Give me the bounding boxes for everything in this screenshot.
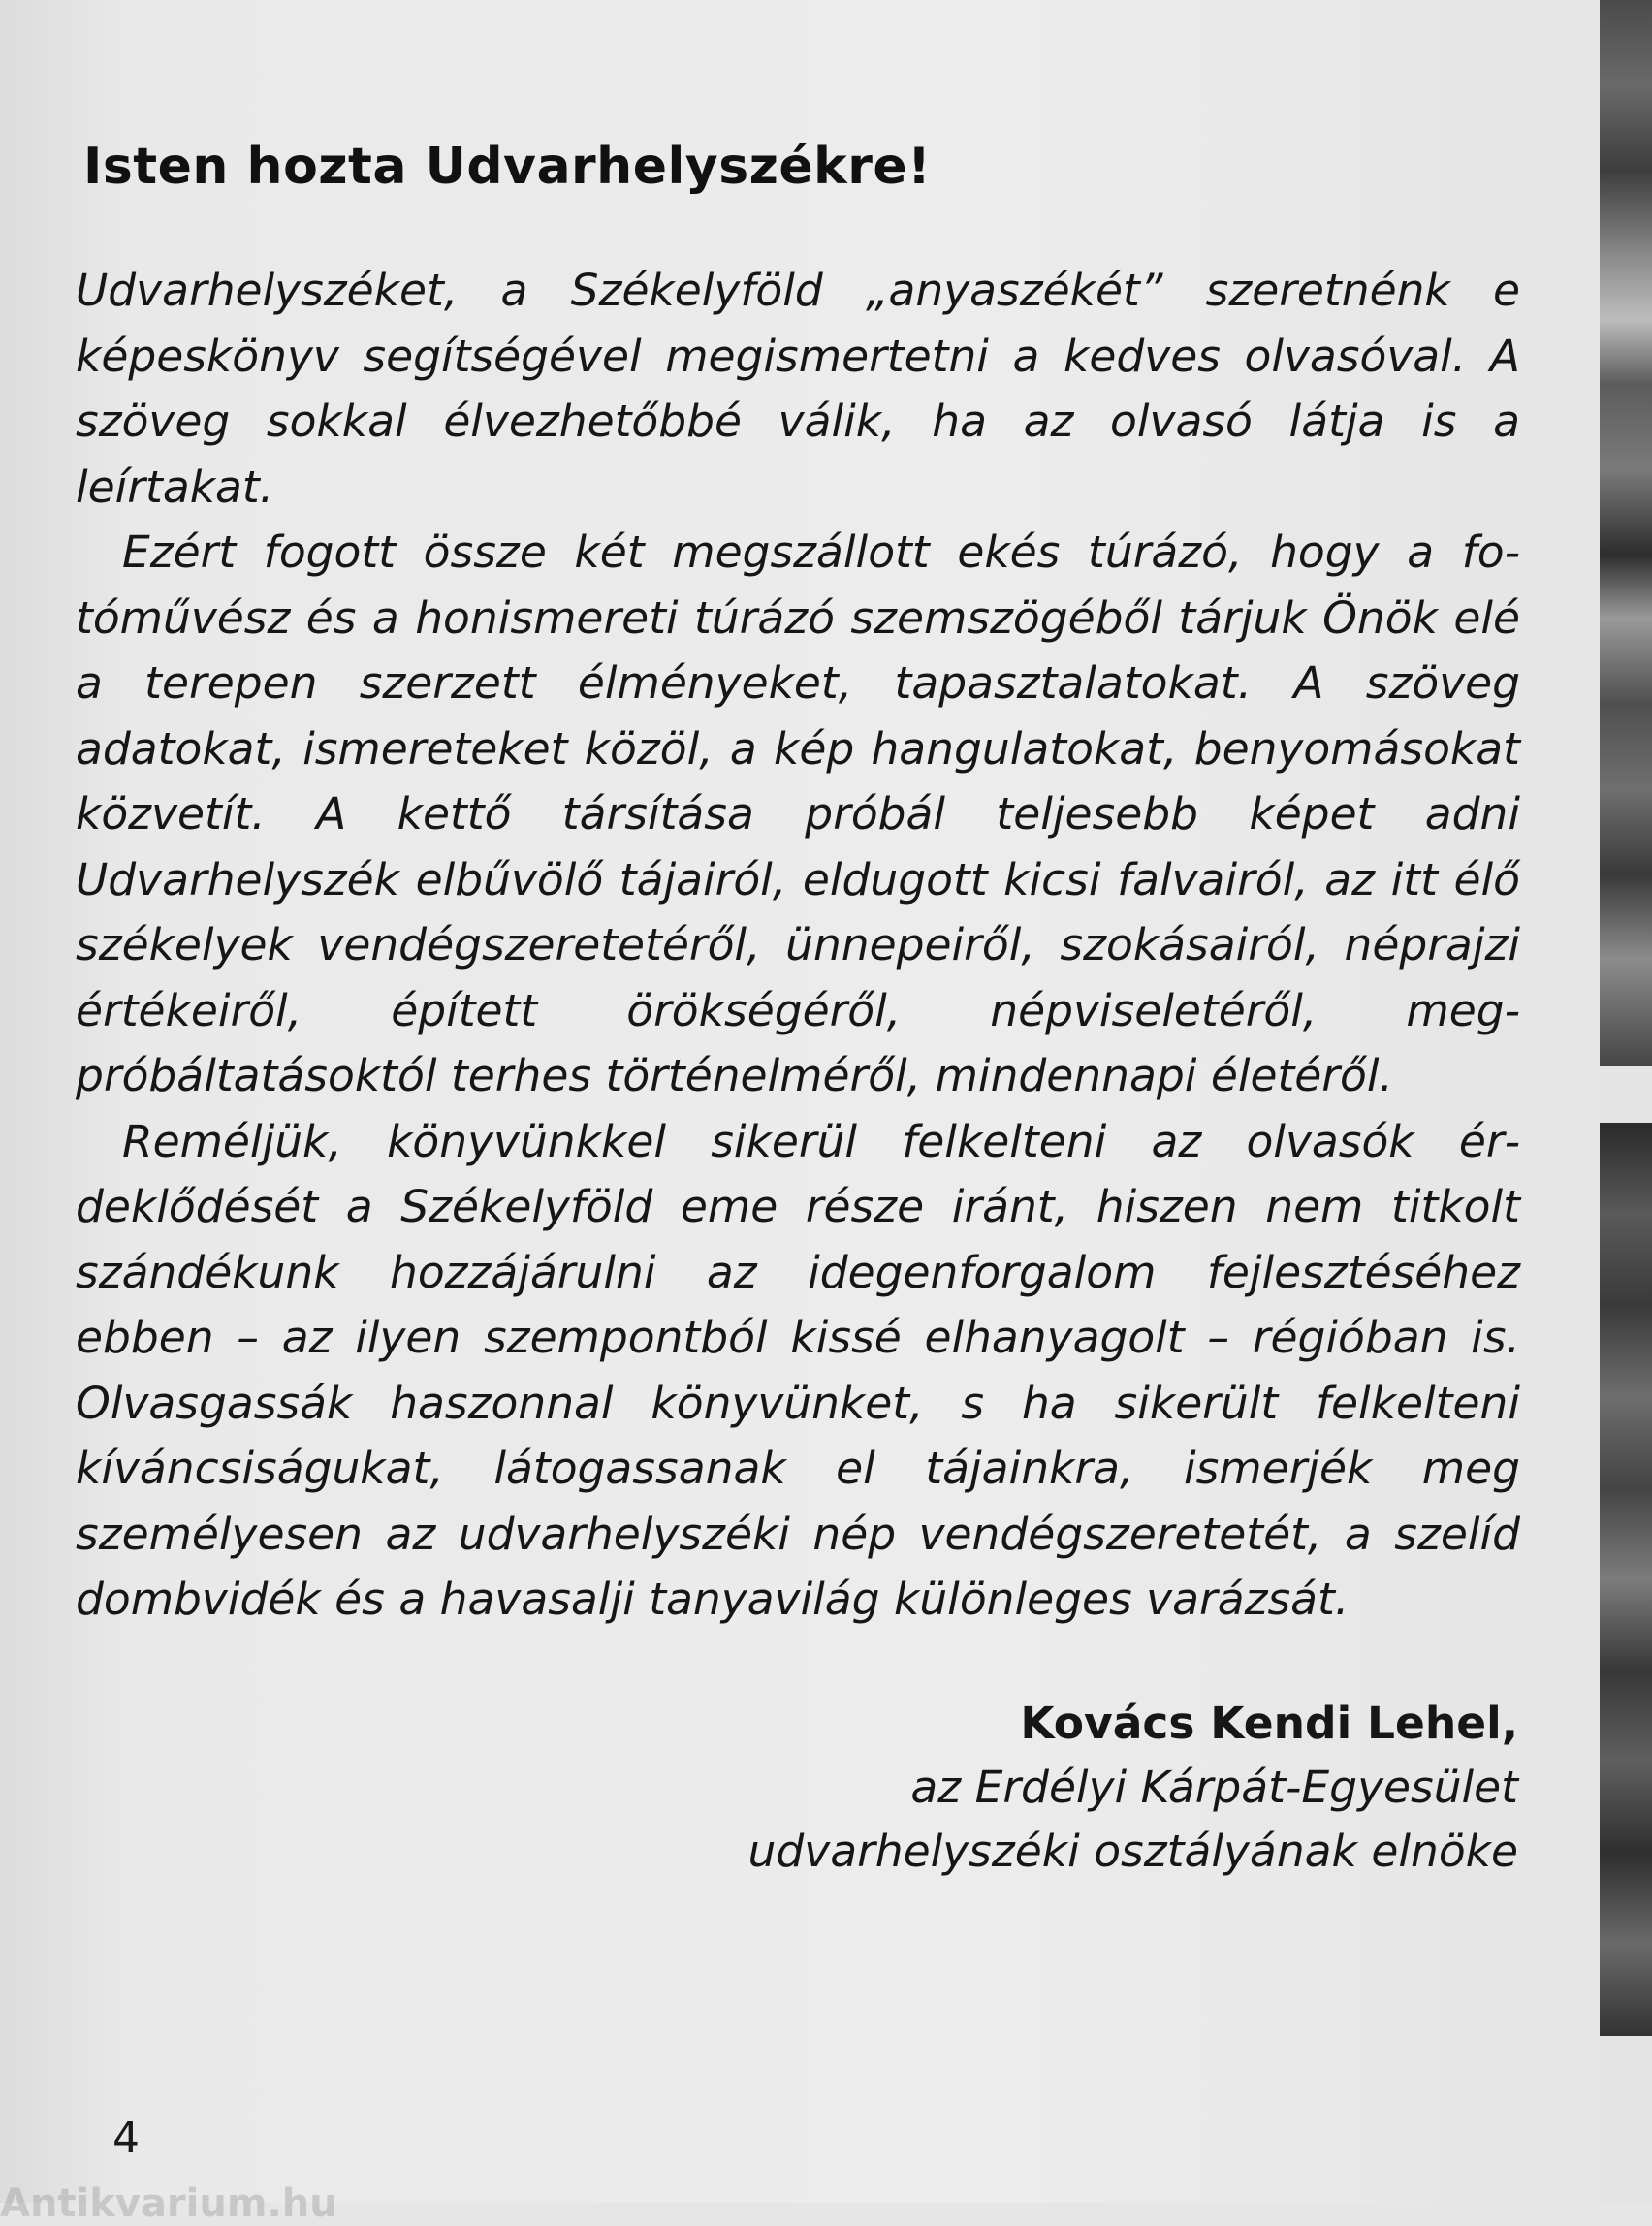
adjacent-photo-top xyxy=(1600,0,1652,1066)
author-role-line-2: udvarhelyszéki osztályának elnöke xyxy=(747,1826,1518,1877)
paragraph-2: Ezért fogott össze két megszállott ekés túrázó, hogy a fotóművész és a honismereti túrázó szemszögéből tárjuk Önök elé a terepen szerzett élményeket, tapasztalatokat. A szöveg adatokat, ismereteket közöl, a kép hangulatokat, benyomásokat közvetít. A kettő társítása próbál teljesebb képet adni Udvarhelyszék elbűvölő tájairól, eldugott kicsi falvairól, az itt élő székelyek vendégszeretetéről, ünnepeiről, szokásairól, néprajzi értékeiről, épített örökségéről, népviseletéről, megpróbáltatásoktól terhes történelméről, mindennapi életéről. xyxy=(76,526,1520,1101)
author-name: Kovács Kendi Lehel, xyxy=(1020,1698,1518,1749)
adjacent-photo-bottom xyxy=(1600,1123,1652,2036)
signature-block xyxy=(748,1692,1518,1884)
watermark: Antikvarium.hu xyxy=(0,2181,337,2226)
author-role-line-1: az Erdélyi Kárpát-Egyesület xyxy=(910,1762,1518,1813)
paragraph-3: Reméljük, könyvünkkel sikerül felkelteni az olvasók érdeklődését a Székelyföld eme része iránt, hiszen nem titkolt szándékunk hozzájárulni az idegenforgalom fejlesztéséhez ebben – az ilyen szempontból kissé elhanyagolt – régióban is. Olvasgassák haszonnal könyvünket, s ha sikerült felkelteni kíváncsiságukat, látogassanak el tájainkra, ismerjék meg személyesen az udvarhelyszéki nép vendégszeretetét, a szelíd dombvidék és a havasalji tanyavilág különleges varázsát. xyxy=(76,1115,1520,1625)
page-number: 4 xyxy=(112,2114,140,2163)
body-text xyxy=(76,258,1520,1633)
page-title: Isten hozta Udvarhelyszékre! xyxy=(83,138,932,196)
paragraph-1: Udvarhelyszéket, a Székelyföld „anyaszékét” szeretnénk e képeskönyv segítségével megismertetni a kedves olvasóval. A szöveg sokkal élvezhetőbbé válik, ha az olvasó látja is a leírtakat. xyxy=(76,265,1520,513)
